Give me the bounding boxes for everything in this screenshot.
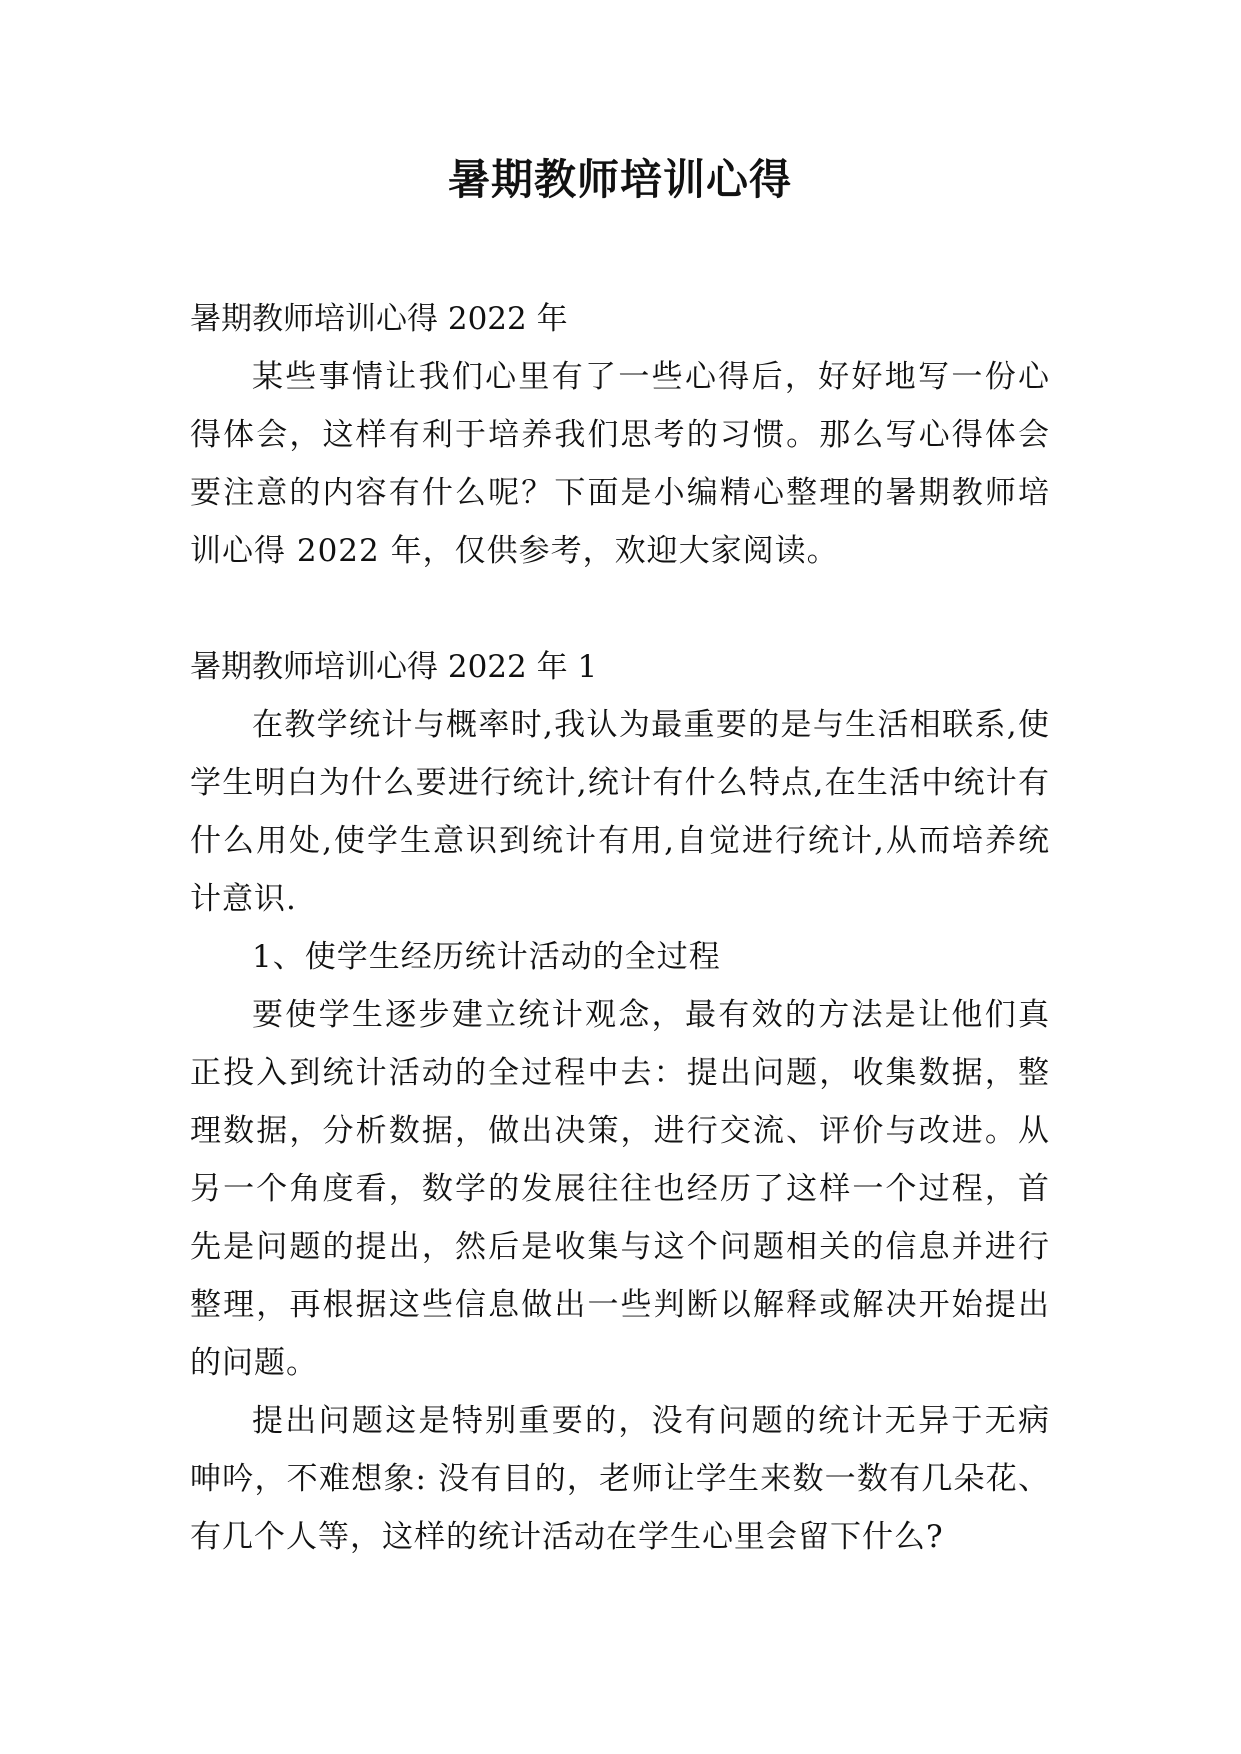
section-heading: 暑期教师培训心得 2022 年 1 [190,649,598,685]
document-title: 暑期教师培训心得 [447,155,792,204]
section-heading: 暑期教师培训心得 2022 年 [190,301,568,337]
body-paragraph: 要使学生逐步建立统计观念，最有效的方法是让他们真正投入到统计活动的全过程中去：提出问题，收集数据，整理数据，分析数据，做出决策，进行交流、评价与改进。从另一个角度看，数学的发展往往也经历了这样一个过程，首先是问题的提出，然后是收集与这个问题相关的信息并进行整理，再根据这些信息做出一些判断以解释或解决开始提出的问题。 [190,997,1050,1381]
document-page [190,150,1050,1566]
intro-paragraph: 某些事情让我们心里有了一些心得后，好好地写一份心得体会，这样有利于培养我们思考的习惯。那么写心得体会要注意的内容有什么呢？下面是小编精心整理的暑期教师培训心得 2022 年，仅供参考，欢迎大家阅读。 [190,359,1050,569]
subheading-paragraph: 1、使学生经历统计活动的全过程 [252,939,721,975]
body-paragraph: 在教学统计与概率时,我认为最重要的是与生活相联系,使学生明白为什么要进行统计,统计有什么特点,在生活中统计有什么用处,使学生意识到统计有用,自觉进行统计,从而培养统计意识. [190,707,1050,917]
body-paragraph: 提出问题这是特别重要的，没有问题的统计无异于无病呻吟，不难想象: 没有目的，老师让学生来数一数有几朵花、有几个人等，这样的统计活动在学生心里会留下什么? [190,1403,1050,1555]
section-spacer [190,580,1050,638]
